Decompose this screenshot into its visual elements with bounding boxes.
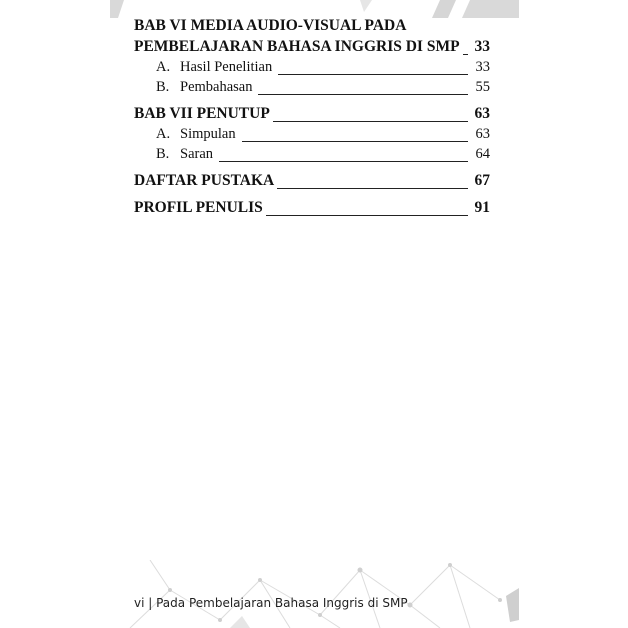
toc-chapter-7-title: BAB VII PENUTUP xyxy=(134,105,270,122)
toc-chapter-6-title-line1: BAB VI MEDIA AUDIO-VISUAL PADA xyxy=(134,17,407,34)
toc-entry-label: Pembahasan xyxy=(180,79,253,95)
toc-page-number: 63 xyxy=(475,126,490,142)
toc-chapter-6-title-line2: PEMBELAJARAN BAHASA INGGRIS DI SMP xyxy=(134,38,460,55)
toc-chapter-6-line1 xyxy=(134,17,490,38)
toc-entry-letter: A. xyxy=(156,59,171,75)
toc-page-number: 64 xyxy=(475,146,490,162)
toc-entry-letter: B. xyxy=(156,79,170,95)
toc-entry-label: Hasil Penelitian xyxy=(180,59,273,75)
toc-leader-line xyxy=(463,53,468,55)
toc-entry-label: Simpulan xyxy=(180,126,236,142)
toc-page-number: 33 xyxy=(474,38,490,55)
footer-network-decoration xyxy=(110,560,519,628)
toc-leader-line xyxy=(278,73,468,75)
toc-entry-hasil-penelitian[interactable] xyxy=(134,59,490,79)
toc-page-number: 33 xyxy=(475,59,490,75)
toc-entry-simpulan[interactable] xyxy=(134,126,490,146)
toc-leader-line xyxy=(277,187,468,189)
toc-profil-penulis-title: PROFIL PENULIS xyxy=(134,199,263,216)
toc-entry-letter: A. xyxy=(156,126,171,142)
toc-leader-line xyxy=(273,120,468,122)
toc-page-number: 63 xyxy=(474,105,490,122)
toc-page-number: 67 xyxy=(474,172,490,189)
toc-leader-line xyxy=(258,93,468,95)
toc-daftar-pustaka-title: DAFTAR PUSTAKA xyxy=(134,172,275,189)
toc-entry-letter: B. xyxy=(156,146,170,162)
page-footer: vi | Pada Pembelajaran Bahasa Inggris di SMP xyxy=(134,596,408,610)
toc-entry-saran[interactable] xyxy=(134,146,490,166)
table-of-contents xyxy=(134,17,490,220)
toc-entry-label: Saran xyxy=(180,146,214,162)
toc-daftar-pustaka[interactable] xyxy=(134,172,490,193)
header-decoration xyxy=(110,0,519,18)
toc-leader-line xyxy=(219,160,468,162)
toc-entry-pembahasan[interactable] xyxy=(134,79,490,99)
toc-chapter-6-line2[interactable] xyxy=(134,38,490,59)
toc-page-number: 55 xyxy=(475,79,490,95)
toc-leader-line xyxy=(266,214,468,216)
toc-chapter-7[interactable] xyxy=(134,105,490,126)
toc-page-number: 91 xyxy=(474,199,490,216)
toc-leader-line xyxy=(242,140,468,142)
toc-profil-penulis[interactable] xyxy=(134,199,490,220)
